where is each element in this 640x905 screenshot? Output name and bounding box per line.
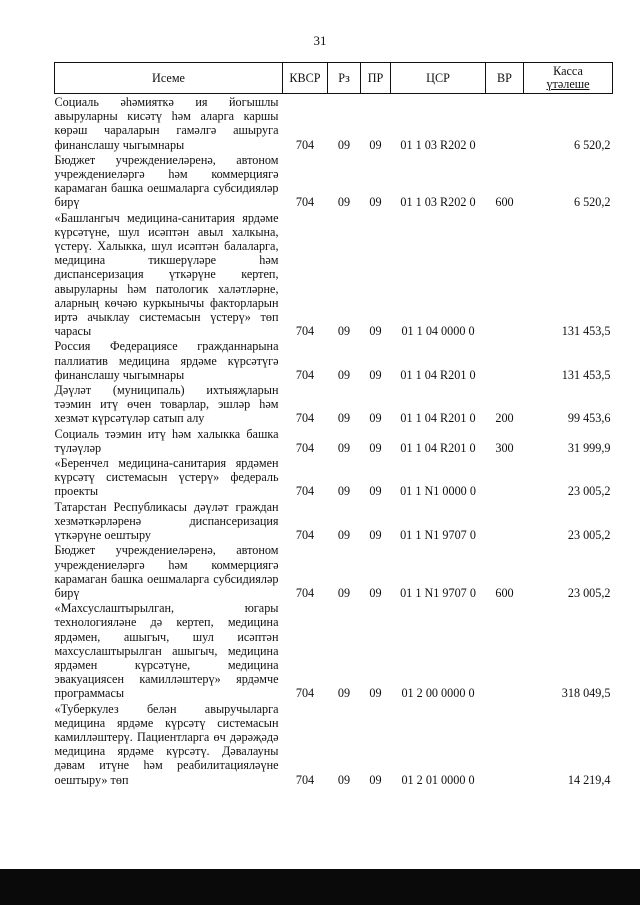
table-row	[55, 382, 613, 426]
cell-name: Социаль әһәмияткә ия йогышлы авыруларны кисәтү һәм аларга каршы көрәш чараларын гамәлгә ашыруга финанслашу чыгымнары	[54, 95, 279, 152]
cell-name: «Беренчел медицина-санитария ярдәмен күрсәтү системасын үстерү» федераль проекты	[54, 456, 279, 499]
cell-csr: 01 1 04 R201 0	[400, 367, 476, 382]
table-row	[55, 426, 613, 455]
cell-csr: 01 1 03 R202 0	[400, 195, 476, 210]
cell-rz: 09	[337, 484, 351, 499]
cell-vr	[486, 94, 524, 152]
cell-rz: 09	[337, 528, 351, 543]
cell-rz: 09	[337, 686, 351, 701]
cell-name: Татарстан Республикасы дәүләт граждан хезмәткәрләренә диспансеризация үткәрүне оештыру	[54, 499, 279, 543]
cell-kvsr: 704	[295, 195, 315, 210]
header-vr: ВР	[486, 63, 524, 94]
cell-amount: 99 453,6	[567, 411, 611, 426]
cell-pr: 09	[369, 484, 382, 499]
cell-vr: 600	[495, 195, 514, 210]
cell-csr: 01 1 N1 9707 0	[400, 528, 476, 543]
cell-csr: 01 1 04 R201 0	[400, 440, 476, 455]
cell-rz: 09	[337, 585, 351, 600]
cell-amount: 23 005,2	[567, 585, 611, 600]
cell-csr: 01 1 03 R202 0	[400, 137, 476, 152]
table-row	[55, 455, 613, 499]
cell-name: Россия Федерациясе гражданнарына паллиатив медицина ярдәме күрсәтүгә финанслашу чыгымнары	[54, 339, 279, 382]
cell-name: Социаль тәэмин итү һәм халыкка башка түләүләр	[54, 426, 279, 455]
cell-vr	[486, 701, 524, 787]
table-row	[55, 499, 613, 543]
cell-pr: 09	[369, 195, 382, 210]
cell-kvsr: 704	[295, 686, 315, 701]
cell-amount: 23 005,2	[567, 484, 611, 499]
cell-amount: 23 005,2	[567, 528, 611, 543]
cell-csr: 01 1 N1 0000 0	[400, 484, 476, 499]
cell-vr	[486, 455, 524, 499]
page-number: 31	[313, 33, 327, 48]
cell-vr	[486, 338, 524, 382]
header-kassa-line1: Касса	[553, 64, 583, 78]
cell-rz: 09	[337, 137, 351, 152]
cell-amount: 6 520,2	[573, 195, 611, 210]
cell-csr: 01 1 N1 9707 0	[400, 585, 476, 600]
cell-kvsr: 704	[295, 440, 315, 455]
table-header-row	[55, 63, 613, 94]
cell-amount: 318 049,5	[561, 686, 611, 701]
header-rz: Рз	[328, 63, 361, 94]
cell-amount: 6 520,2	[573, 137, 611, 152]
cell-vr	[486, 499, 524, 543]
header-kassa-line2: үтәлеше	[546, 77, 590, 91]
cell-pr: 09	[369, 137, 382, 152]
cell-name: Бюджет учреждениеләренә, автоном учреждениеләргә һәм коммерциягә карамаган башка оешмаларга субсидияләр бирү	[54, 543, 279, 600]
cell-vr: 200	[495, 411, 514, 426]
table-row	[55, 338, 613, 382]
cell-kvsr: 704	[295, 137, 315, 152]
header-pr: ПР	[361, 63, 391, 94]
header-kvsr: КВСР	[283, 63, 328, 94]
cell-pr: 09	[369, 528, 382, 543]
cell-vr: 600	[495, 585, 514, 600]
cell-rz: 09	[337, 772, 351, 787]
cell-amount: 14 219,4	[567, 772, 611, 787]
cell-csr: 01 2 01 0000 0	[401, 772, 475, 787]
cell-csr: 01 1 04 0000 0	[401, 324, 475, 339]
cell-pr: 09	[369, 367, 382, 382]
cell-vr	[486, 210, 524, 339]
cell-vr	[486, 600, 524, 700]
cell-rz: 09	[337, 195, 351, 210]
cell-csr: 01 1 04 R201 0	[400, 411, 476, 426]
cell-rz: 09	[337, 411, 351, 426]
scan-bottom-band	[0, 869, 640, 905]
table-row	[55, 94, 613, 152]
table-row	[55, 701, 613, 787]
cell-kvsr: 704	[295, 411, 315, 426]
budget-table	[54, 62, 613, 787]
cell-name: «Махсуслаштырылган, югары технологияләне дә кертеп, медицина ярдәмен, ашыгыч, шул исәптән махсуслаштырылган ашыгыч, медицина ярдәмен күрсәтүне, медицина эвакуациясен камилләштерү» ярдәмче программасы	[54, 601, 279, 701]
cell-pr: 09	[369, 411, 382, 426]
cell-name: Дәүләт (муниципаль) ихтыяҗларын тәэмин итү өчен товарлар, эшләр һәм хезмәт күрсәтүләр сатып алу	[54, 383, 279, 426]
cell-name: Бюджет учреждениеләренә, автоном учреждениеләргә һәм коммерциягә карамаган башка оешмаларга субсидияләр бирү	[54, 152, 279, 210]
header-csr: ЦСР	[391, 63, 486, 94]
cell-csr: 01 2 00 0000 0	[401, 686, 475, 701]
cell-rz: 09	[337, 367, 351, 382]
cell-name: «Башлангыч медицина-санитария ярдәме күрсәтүне, шул исәптән авыл халкына, үстерү. Халыкка, шул исәптән балаларга, медицина тикшерүләре һәм диспансеризация үткәрүне кертеп, авыруларны һәм патологик халәтләрне, аларның көчәю куркынычы факторларын иртә ачыклау системасын үстерү» төп чарасы	[54, 210, 279, 339]
cell-name: «Туберкулез белән авыручыларга медицина ярдәме күрсәтү системасын камилләштерү. Пациентларга өч дәрәҗәдә медицина ярдәме күрсәтү. Дәвалауны дәвам итүне һәм реабилитацияләүне оештыру» төп	[54, 701, 279, 787]
cell-kvsr: 704	[295, 367, 315, 382]
table-row	[55, 152, 613, 210]
header-kassa	[524, 63, 613, 94]
cell-pr: 09	[369, 585, 382, 600]
cell-amount: 131 453,5	[561, 367, 611, 382]
cell-pr: 09	[369, 686, 382, 701]
cell-kvsr: 704	[295, 585, 315, 600]
header-name: Исеме	[55, 63, 283, 94]
cell-rz: 09	[337, 324, 351, 339]
cell-amount: 31 999,9	[567, 440, 611, 455]
table-row	[55, 600, 613, 700]
cell-kvsr: 704	[295, 528, 315, 543]
cell-kvsr: 704	[295, 324, 315, 339]
table-row	[55, 210, 613, 339]
cell-kvsr: 704	[295, 772, 315, 787]
cell-vr: 300	[495, 440, 514, 455]
cell-pr: 09	[369, 324, 382, 339]
cell-pr: 09	[369, 772, 382, 787]
cell-amount: 131 453,5	[561, 324, 611, 339]
cell-rz: 09	[337, 440, 351, 455]
table-row	[55, 542, 613, 600]
cell-pr: 09	[369, 440, 382, 455]
table-body	[55, 94, 613, 787]
cell-kvsr: 704	[295, 484, 315, 499]
